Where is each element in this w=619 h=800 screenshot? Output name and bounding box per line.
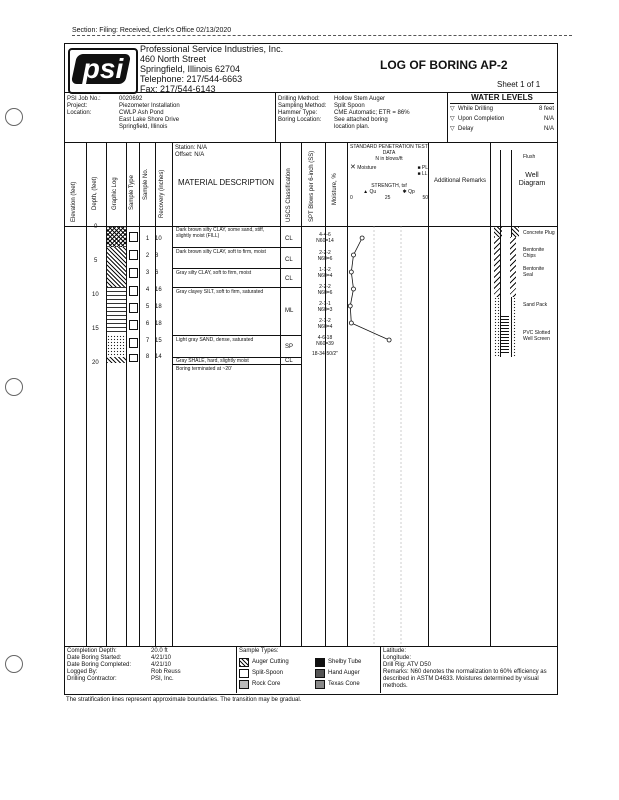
spt-legend: STANDARD PENETRATION TEST DATA N in blows/ft ✕ Moisture ■ PL ■ LL STRENGTH, tsf ▲ Qu ✱ Qp 0 25 50 — [350, 144, 428, 201]
depth-20: 20 — [92, 360, 99, 366]
punch-hole — [5, 655, 23, 673]
fax-header: Section: Filing: Received, Clerk's Office 02/13/2020 — [72, 27, 572, 36]
col-depth: Depth, (feet) — [92, 176, 98, 210]
punch-hole — [5, 108, 23, 126]
sheet-number: Sheet 1 of 1 — [497, 80, 541, 89]
bentonite-chips — [510, 237, 516, 297]
sample-box — [129, 268, 138, 278]
col-spt: SPT Blows per 6-inch (SS) — [309, 150, 315, 222]
footer-remarks: Latitude: Longitude: Drill Rig: ATV D50 Remarks: N60 denotes the normalization to 60% efficiency as described in ASTM D4633. Moistures determined by visual methods. — [383, 648, 547, 689]
depth-15: 15 — [92, 326, 99, 332]
sample-box — [129, 320, 138, 330]
spt-n-plot — [347, 226, 428, 646]
spt-blows: 1-1-2 N60=4 — [317, 267, 333, 279]
uscs-value: CL — [285, 257, 293, 263]
stratum-description: Light gray SAND, dense, saturated — [176, 337, 254, 343]
company-address: Professional Service Industries, Inc. 460 North Street Springfield, Illinois 62704 Telephone: 217/544-6663 Fax: 217/544-6143 — [140, 44, 284, 94]
col-graphic-log: Graphic Log — [112, 177, 118, 210]
uscs-value: ML — [285, 308, 294, 314]
well-label: PVC Slotted Well Screen — [523, 330, 551, 342]
stratification-note: The stratification lines represent approximate boundaries. The transition may be gradual. — [66, 697, 302, 703]
col-sample-no: Sample No. — [143, 168, 149, 200]
footer-boring-info: Completion Depth: 20.0 ft Date Boring Started: 4/21/10 Date Boring Completed: 4/21/10 Logged By: Rob Reuss Drilling Contractor: PSI, Inc. — [67, 648, 181, 682]
sand-pack — [494, 297, 500, 357]
graphic-fill — [107, 227, 126, 247]
depth-5: 5 — [94, 258, 98, 264]
sample-box — [129, 354, 138, 362]
col-moisture: Moisture, % — [332, 173, 338, 205]
spt-blows: 2-1-1 N60=3 — [317, 301, 333, 313]
n-value-point — [351, 287, 355, 291]
col-uscs: USCS Classification — [286, 168, 292, 222]
sample-box — [129, 232, 138, 242]
uscs-value: SP — [285, 344, 294, 350]
spt-blows: 18-34-50/2" — [312, 351, 338, 357]
spt-blows: 2-2-2 N60=6 — [317, 284, 333, 296]
sample-row: 7 15 — [145, 338, 162, 344]
concrete-plug — [511, 227, 519, 237]
n-value-point — [348, 304, 352, 308]
col-sample-type: Sample Type — [129, 175, 135, 210]
stratum-description: Gray clayey SILT, soft to firm, saturated — [176, 289, 264, 295]
n-value-point — [351, 253, 355, 257]
bentonite-chips — [494, 237, 500, 297]
n-value-point — [349, 321, 353, 325]
sample-row: 1 10 — [145, 236, 162, 242]
depth-0: 0 — [94, 224, 98, 230]
graphic-clay — [107, 247, 126, 287]
graphic-sand — [107, 335, 126, 357]
uscs-value: CL — [285, 276, 293, 282]
uscs-value: CL — [285, 236, 293, 242]
spt-blows: 4-4-6 N60=14 — [316, 232, 334, 244]
sample-row: 5 18 — [145, 304, 162, 310]
col-well: Well Diagram — [518, 172, 546, 187]
sample-box — [129, 286, 138, 296]
sample-row: 3 6 — [145, 270, 159, 276]
sample-row: 6 18 — [145, 321, 162, 327]
graphic-shale — [107, 357, 126, 363]
spt-blows: 2-1-2 N60=4 — [317, 318, 333, 330]
stratum-description: Gray silty CLAY, soft to firm, moist — [176, 270, 252, 276]
sample-row: 2 8 — [145, 253, 159, 259]
col-material: MATERIAL DESCRIPTION — [177, 178, 274, 187]
depth-10: 10 — [92, 292, 99, 298]
boring-termination: Boring terminated at ~20' — [176, 366, 232, 372]
col-additional: Additional Remarks — [433, 178, 487, 184]
stratum-description: Gray SHALE, hard, slightly moist — [176, 358, 249, 364]
sand-pack — [510, 297, 516, 357]
well-label-flush: Flush — [523, 154, 536, 160]
sample-box — [129, 250, 138, 260]
boring-title: LOG OF BORING AP-2 — [380, 58, 508, 72]
project-info: PSI Job No.: 0020692 Project: Piezometer Installation Location: CWLP Ash Pond East Lake Shore Drive Springfield, Illinois — [67, 96, 180, 130]
drilling-info: Drilling Method: Hollow Stem Auger Sampling Method: Split Spoon Hammer Type: CME Automatic; ETR = 86% Boring Location: See attached boring location plan. — [278, 96, 410, 130]
footer-sample-types: Sample Types: Auger Cutting Split-Spoon Rock Core Shelby Tube Hand Auger Texas Cone — [239, 648, 362, 687]
sample-row: 4 16 — [145, 287, 162, 293]
col-elevation: Elevation (feet) — [71, 181, 77, 222]
well-label: Sand Pack — [523, 302, 548, 308]
uscs-value: CL — [285, 358, 293, 364]
well-label: Bentonite Chips — [523, 247, 545, 259]
psi-logo: psi — [68, 48, 138, 94]
sample-box — [129, 338, 138, 348]
graphic-silt — [107, 287, 126, 335]
stratum-description: Dark brown silty CLAY, some sand, stiff, slightly moist (FILL) — [176, 227, 265, 239]
station-offset: Station: N/A Offset: N/A — [175, 145, 208, 158]
n-value-point — [360, 236, 364, 240]
well-riser-top — [500, 150, 512, 226]
punch-hole — [5, 378, 23, 396]
sample-row: 8 14 — [145, 354, 162, 360]
water-levels: WATER LEVELS ▽ While Drilling 8 feet ▽ Upon Completion N/A ▽ Delay N/A — [450, 93, 554, 132]
well-label: Concrete Plug — [523, 230, 555, 236]
stratum-description: Dark brown silty CLAY, soft to firm, moist — [176, 249, 266, 255]
slotted-screen — [501, 315, 509, 355]
n-value-point — [387, 338, 391, 342]
n-value-point — [349, 270, 353, 274]
spt-blows: 4-6-18 N60=39 — [316, 335, 334, 347]
well-label: Bentonite Seal — [523, 266, 545, 278]
sample-box — [129, 303, 138, 313]
spt-blows: 2-2-2 N60=6 — [317, 250, 333, 262]
col-recovery: Recovery (inches) — [159, 169, 165, 218]
